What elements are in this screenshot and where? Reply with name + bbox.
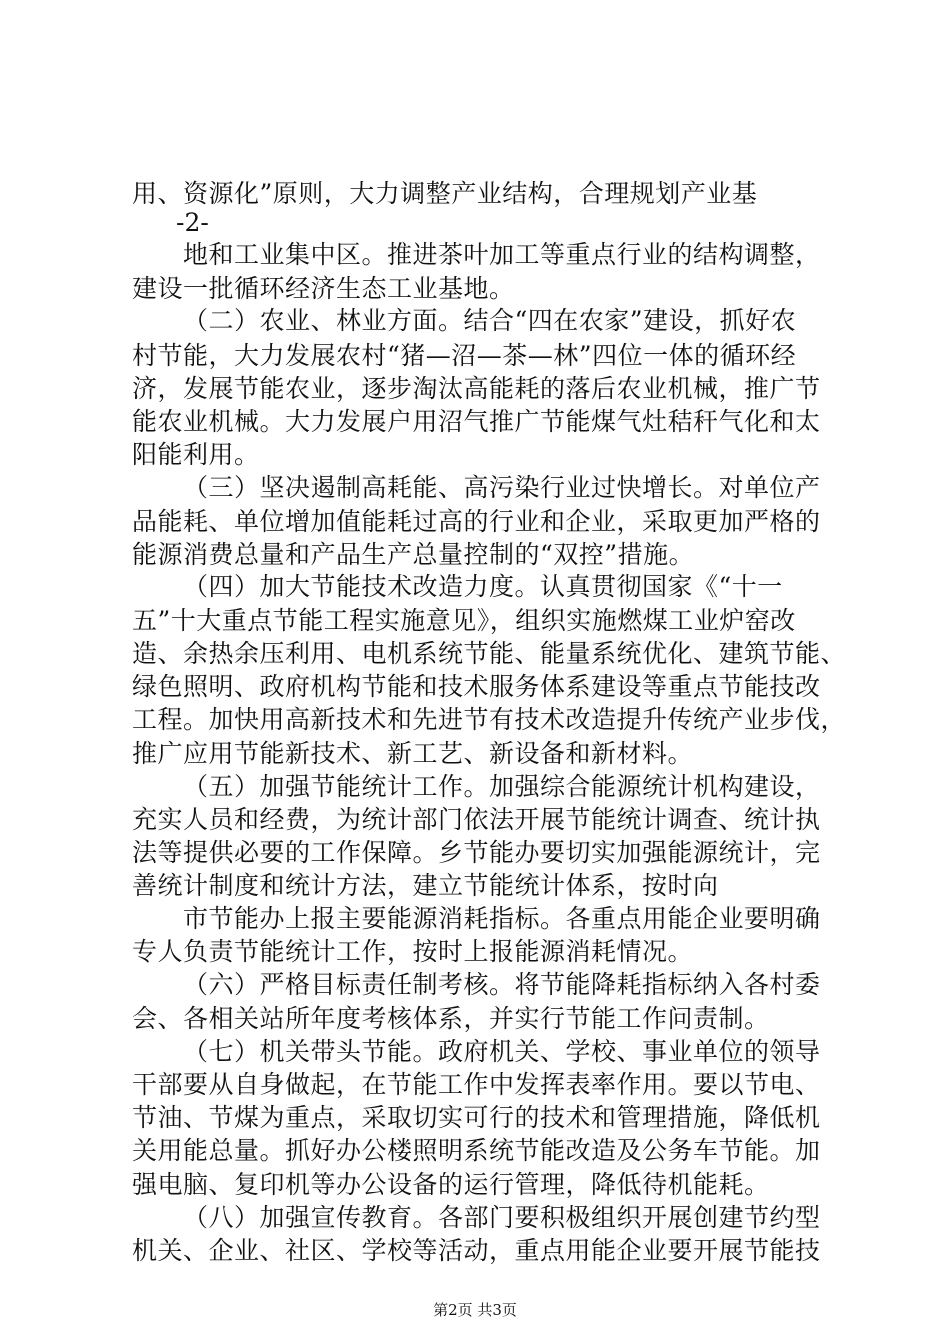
text-line: 建设一批循环经济生态工业基地。 (132, 274, 515, 303)
text-line: 造、余热余压利用、电机系统节能、能量系统优化、建筑节能、 (132, 639, 847, 668)
text-line: 专人负责节能统计工作，按时上报能源消耗情况。 (132, 937, 694, 966)
text-line: 五”十大重点节能工程实施意见》，组织实施燃煤工业炉窑改 (132, 606, 796, 635)
text-line: 济，发展节能农业，逐步淘汰高能耗的落后农业机械，推广节 (132, 374, 821, 403)
text-line: 强电脑、复印机等办公设备的运行管理，降低待机能耗。 (132, 1170, 770, 1199)
text-line: 能农业机械。大力发展户用沼气推广节能煤气灶秸秆气化和太 (132, 407, 821, 436)
text-line: 村节能，大力发展农村“猪—沼—茶—林”四位一体的循环经 (132, 341, 797, 370)
text-line: （二）农业、林业方面。结合“四在农家”建设，抓好农 (183, 306, 797, 335)
text-line: 用、资源化”原则，大力调整产业结构，合理规划产业基 (132, 179, 758, 208)
text-line: 会、各相关站所年度考核体系，并实行节能工作问责制。 (132, 1004, 770, 1033)
text-line: 品能耗、单位增加值能耗过高的行业和企业，采取更加严格的 (132, 507, 821, 536)
page-footer: 第2页 共3页 (433, 1301, 517, 1319)
text-line: 阳能利用。 (132, 440, 260, 469)
text-line: （三）坚决遏制高耗能、高污染行业过快增长。对单位产 (183, 473, 821, 502)
text-line: 能源消费总量和产品生产总量控制的“双控”措施。 (132, 540, 695, 569)
text-line: （四）加大节能技术改造力度。认真贯彻国家《“十一 (183, 572, 783, 601)
text-line: 市节能办上报主要能源消耗指标。各重点用能企业要明确 (183, 904, 821, 933)
text-line: （八）加强宣传教育。各部门要积极组织开展创建节约型 (183, 1203, 821, 1232)
text-line: 善统计制度和统计方法，建立节能统计体系，按时向 (132, 871, 719, 900)
text-line: 节油、节煤为重点，采取切实可行的技术和管理措施，降低机 (132, 1103, 821, 1132)
text-line: （六）严格目标责任制考核。将节能降耗指标纳入各村委 (183, 970, 821, 999)
text-line: 关用能总量。抓好办公楼照明系统节能改造及公务车节能。加 (132, 1136, 821, 1165)
text-line: 绿色照明、政府机构节能和技术服务体系建设等重点节能技改 (132, 672, 821, 701)
text-line: 法等提供必要的工作保障。乡节能办要切实加强能源统计，完 (132, 838, 821, 867)
text-line: 机关、企业、社区、学校等活动，重点用能企业要开展节能技 (132, 1236, 821, 1265)
text-line: （五）加强节能统计工作。加强综合能源统计机构建设， (183, 772, 821, 801)
text-line: 工程。加快用高新技术和先进节有技术改造提升传统产业步伐， (132, 705, 847, 734)
text-line: （七）机关带头节能。政府机关、学校、事业单位的领导 (183, 1037, 821, 1066)
text-line: 地和工业集中区。推进茶叶加工等重点行业的结构调整， (183, 240, 821, 269)
text-line: 推广应用节能新技术、新工艺、新设备和新材料。 (132, 739, 694, 768)
text-line: 充实人员和经费，为统计部门依法开展节能统计调查、统计执 (132, 805, 821, 834)
text-line: 干部要从自身做起，在节能工作中发挥表率作用。要以节电、 (132, 1070, 821, 1099)
page-marker: -2- (176, 208, 209, 237)
